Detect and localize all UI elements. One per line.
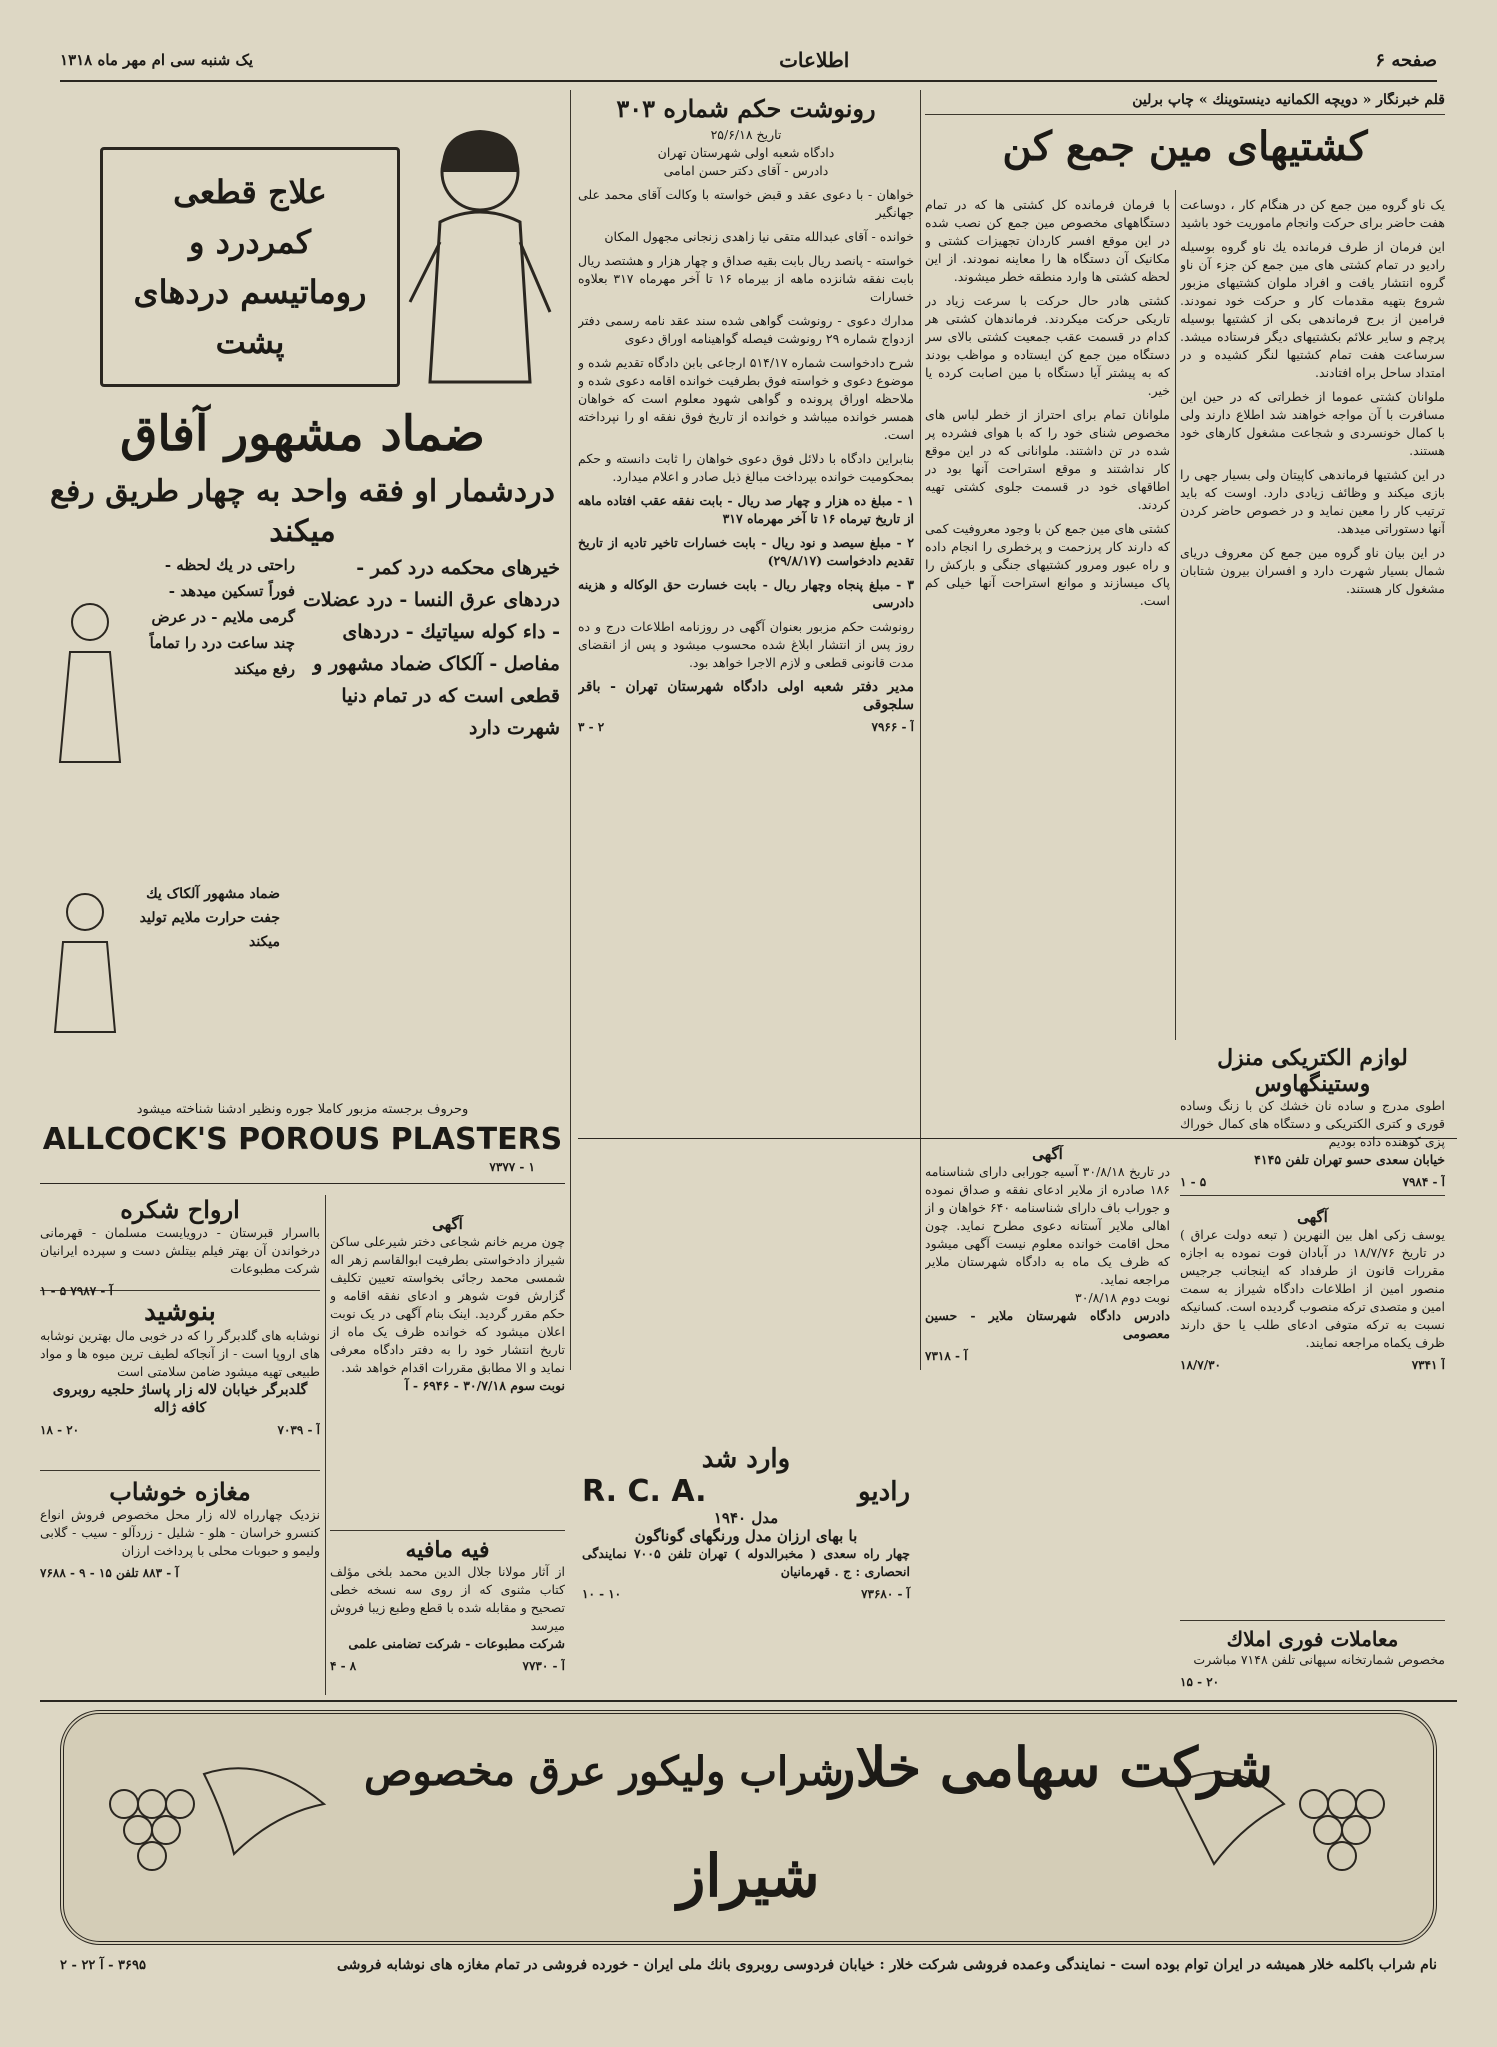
article-paragraph: در این کشتیها فرماندهی کاپیتان ولی بسیار جهی را بازی میکند و وظائف زیادی دارد. اوست که باید ترتیب کار را معین نماید و در خصوص حاضر کردن آنها دستوراتی میدهد. (1180, 467, 1445, 536)
article-byline: قلم خبرنگار « دویچه الکمانیه دینستوینك » چاپ برلین (1132, 92, 1445, 108)
fihi-mafih-title: فیه مافیه (405, 1537, 490, 1563)
court-notice-date: تاریخ ۲۵/۶/۱۸ (710, 127, 782, 142)
notice-ghazvin-title: آگهی (432, 1215, 463, 1233)
lead-article-column-1 (1180, 196, 1445, 1036)
lead-article-column-2 (925, 196, 1170, 1036)
ad-benoshid-code2: ۱۸ - ۲۰ (40, 1423, 80, 1437)
radio-body: با بهای ارزان مدل ورنگهای گوناگون (634, 1527, 858, 1545)
notice-ghazvin-body: چون مریم خانم شجاعی دختر شیرعلی ساکن شیراز دادخواستی بطرفیت ابوالقاسم زهر اله شمسی محمد رجائی بخواسته تعیین تکلیف گزارش فوت شوهر و ادعای نفقه اقامه و حکم مقرر گردید. اینک بنام آگهی در یک نوبت اعلان میشود که خوانده ظرف یک ماه از تاریخ انتشار خود را به دفتر دادگاه معرفی نماید و الا مطابق مقررات اقدام خواهد شد. (330, 1234, 565, 1375)
notice-malayer-footer: دادرس دادگاه شهرستان ملایر - حسین معصومی (925, 1308, 1170, 1341)
court-paragraph: ۱ - مبلغ ده هزار و چهار صد ریال - بابت نفقه عقب افتاده ماهه از تاریخ تیرماه ۱۶ تا آخر مهرماه ۳۱۷ (578, 493, 914, 526)
court-notice-title: رونوشت حکم شماره ۳۰۳ (616, 94, 876, 123)
ad-arvah-title: ارواح شکره (120, 1195, 240, 1224)
article-paragraph: کشتی هادر حال حرکت با سرعت زیاد در تاریکی حرکت میکردند. فرماندهان کشتی هر کدام در قسمت عقب جمعیت کشتی بالای سر دستگاه مین جمع کن ایستاده و مواظب بودند که به پیشتر آیا دستگاه با مین اصابت کرده یا خیر. (925, 293, 1170, 398)
small-ads-left (40, 1195, 320, 1695)
article-paragraph: یک ناو گروه مین جمع کن در هنگام کار ، دوساعت هفت حاضر برای حرکت وانجام ماموریت خود باشید (1180, 197, 1445, 230)
lead-article-header (925, 92, 1445, 192)
article-paragraph: ملوانان تمام برای احتراز از خطر لباس های مخصوص شنای خود را که با هوای فشرده پر شده در تن داشتند. ملوانانی که در این موقع کار نداشتند و موقع استراحت آنها بود در اطاقهای خود در قسمت جلوی کشتی تهیه کردند. (925, 407, 1170, 512)
issue-date: یک شنبه سی ام مهر ماه ۱۳۱۸ (60, 51, 254, 69)
ad-electric (1180, 1045, 1445, 1196)
article-paragraph: در این بیان ناو گروه مین جمع کن معروف دریای شمال بسیار شهرت دارد و افسران بیرون شتابان مشغول کار هستند. (1180, 545, 1445, 596)
court-paragraph: مدارك دعوی - رونوشت گواهی شده سند عقد نامه رسمی دفتر ازدواج شماره ۲۹ رونوشت فیصله گواهینامه اوراق دعوی (578, 313, 914, 346)
notice-ghazvin-footer: نوبت سوم ۳۰/۷/۱۸ - ۶۹۴۶ - آ (405, 1378, 565, 1393)
electric-address: خیابان سعدی حسو تهران تلفن ۴۱۴۵ (1254, 1152, 1445, 1167)
column-rule (1175, 190, 1176, 1040)
page-number: صفحه ۶ (1375, 49, 1437, 71)
electric-body: اطوی مدرج و ساده نان خشك کن با زنگ وساده قوری و کتری الکتریکی و دستگاه های کمال خوراك پزی کوهنده داده بودیم (1180, 1098, 1445, 1149)
article-paragraph: این فرمان از طرف فرمانده یك ناو گروه بوسیله رادیو در تمام کشتی های مین جمع کن جزء آن ناو گروه انتشار یافت و افراد ملوان کشتیهای مزبور شروع بتهیه مقدمات کار و حرکت خود نمودند. فرامین از برج فرماندهی بکی از کشتیها بوسیله پرچم و سایر علائم بکشتیهای دیگر فرستاده میشد. سرساعت هفت تمام کشتیها لنگر کشیده و در امتداد ساحل براه افتادند. (1180, 239, 1445, 380)
radio-brand: R. C. A. (582, 1474, 707, 1509)
wine-sub: شراب ولیکور عرق مخصوص (364, 1748, 844, 1795)
radio-code: ۷۳۶۸۰ - آ (861, 1587, 910, 1601)
yusef-title: آگهی (1297, 1208, 1328, 1226)
ad-benoshid-body: نوشابه های گلدبرگر را که در خوبی مال بهترین نوشابه های اروپا است - از آنجاکه لطیف ترین میوه ها و مواد طبیعی تهیه میشود ضامن سلامتی است (40, 1328, 320, 1379)
ad-benoshid-title: بنوشید (144, 1297, 216, 1327)
ad-shop-body: نزدیک چهارراه لاله زار محل مخصوص فروش انواع کنسرو خراسان - هلو - شلیل - زردآلو - سیب - گلابی ولیمو و حبوبات محلی با پرداخت ارزان (40, 1507, 320, 1558)
ad-arvah (40, 1195, 320, 1298)
ad-benoshid-address: گلدبرگر خیابان لاله زار پاساژ حلجیه روبروی کافه ژاله (52, 1382, 308, 1416)
court-paragraph: خواهان - با دعوی عقد و قبض خواسته با وکالت آقای محمد علی جهانگیر (578, 187, 914, 220)
wine-headline: شرکت سهامی خلار (829, 1735, 1273, 1799)
ad-banner-text: علاج قطعی کمردرد و روماتیسم دردهای پشت (133, 173, 367, 361)
ad-radio (578, 1140, 914, 1695)
radio-type: رادیو (857, 1476, 910, 1507)
ad-footer: وحروف برجسته مزبور کاملا جوره ونظیر ادشنا شناخته میشود (136, 1102, 469, 1117)
ad-arvah-body: بااسرار قبرستان - درویایست مسلمان - قهرمانی درخواندن آن بهتر فیلم بیتلش دست و سپرده ایرانیان شرکت مطبوعات (40, 1225, 320, 1276)
ad-sticker-note: ضماد مشهور آلکاک یك جفت حرارت ملایم تولید میکند (139, 886, 280, 950)
article-title: کشتیهای مین جمع کن (1002, 123, 1368, 170)
radio-model: مدل ۱۹۴۰ (713, 1509, 779, 1527)
court-code-2: ۳ - ۲ (578, 720, 605, 734)
wine-code: ۳۶۹۵ - آ (99, 1957, 146, 1973)
court-paragraph: بنابراین دادگاه با دلائل فوق دعوی خواهان را ثابت دانسته و حکم بمحکومیت خوانده بپرداخت مبالغ ذیل صادر و اعلام میدارد. (578, 451, 914, 484)
man-illustration (45, 882, 125, 1042)
article-paragraph: کشتی های مین جمع کن با وجود معروفیت کمی که دارند کار پرزحمت و پرخطری را انجام داده و راه عبور ومرور کشتیهای جنگی و بارکش را پاک میسازند و موانع استراحت آنها خیلی کم است. (925, 521, 1170, 608)
column-rule (920, 90, 921, 1370)
notice-malayer-title: آگهی (1032, 1145, 1063, 1163)
plaster-advertisement (40, 92, 565, 1177)
figure-illustration (45, 592, 135, 772)
ad-notice-malayer (925, 1145, 1170, 1435)
radio-address: چهار راه سعدی ( مخبرالدوله ) تهران تلفن ۷۰۰۵ نمایندگی انحصاری : ج . قهرمانیان (582, 1546, 910, 1579)
amlak-body: مخصوص شمارتخانه سپهانی تلفن ۷۱۴۸ مباشرت (1193, 1652, 1445, 1667)
wine-code-2: ۲۲ - ۲ (60, 1957, 96, 1973)
ad-notice-ghazvin (330, 1215, 565, 1531)
article-paragraph: با فرمان فرمانده کل کشتی ها که در تمام دستگاههای مخصوص مین جمع کن نصب شده در این موقع افسر کاردان تجهیزات کشتی و مکانیک آن دستگاه ها را معاینه نمودند. از این لحظه کشتی ها وارد منطقه خطر میشوند. (925, 197, 1170, 284)
ad-shop (40, 1471, 320, 1580)
plaster-code: ۱ - ۷۳۷۷ (489, 1160, 535, 1174)
ad-headline: ضماد مشهور آفاق (120, 406, 485, 462)
judge-name: دادرس - آقای دکتر حسن امامی (663, 163, 829, 178)
ad-shop-code: ۷۶۸۸ - آ - ۸۸۳ تلفن ۱۵ - ۹ (40, 1566, 179, 1580)
court-code: ۷۹۶۶ - آ (871, 720, 914, 734)
court-paragraph: ۳ - مبلغ پنجاه وچهار ریال - بابت خسارت حق الوکاله و هزینه دادرسی (578, 577, 914, 610)
electric-subtitle: وستینگهاوس (1254, 1071, 1371, 1097)
notice-malayer-body: در تاریخ ۳۰/۸/۱۸ آسیه جورابی دارای شناسنامه ۱۸۶ صادره از ملایر ادعای نفقه و صداق نموده و جوراب باف دارای شناسنامه ۶۴۰ خواهان و از اهالی ملایر آستانه دعوی مطرح نماید. چون محل اقامت خوانده معلوم نیست آگهی میشود که ظرف یک ماه به دادگاه شهرستان ملایر مراجعه نماید. (925, 1164, 1170, 1287)
radio-title: وارد شد (701, 1444, 791, 1474)
court-notice (578, 92, 914, 1137)
court-paragraph: خوانده - آقای عبدالله متقی نیا زاهدی زنجانی مجهول المکان (604, 229, 914, 244)
ad-banner-box (100, 147, 400, 387)
wine-footer-bar (60, 1950, 1437, 1980)
court-paragraph: خواسته - پانصد ریال بابت بقیه صداق و چهار هزار و هشتصد ریال بابت نفقه شانزده ماهه از بیرماه ۱۶ تا آخر مهرماه ۳۱۷ بعلاوه خسارات (578, 253, 914, 304)
yusef-code2: ۱۸/۷/۳۰ (1180, 1358, 1221, 1372)
court-signature: مدیر دفتر شعبه اولی دادگاه شهرستان تهران - باقر سلجوقی (578, 679, 914, 713)
fihi-mafih-body: از آثار مولانا جلال الدین محمد بلخی مؤلف کتاب مثنوی که از روی سه نسخه خطی تصحیح و مقابله شده با قطع وطبع زیبا فروش میرسد (330, 1564, 565, 1633)
radio-code2: ۱۰ - ۱۰ (582, 1587, 622, 1601)
amlak-code: ۱۵ - ۲۰ (1180, 1675, 1220, 1689)
ad-subheadline: دردشمار او فقه واحد به چهار طریق رفع میکند (50, 474, 555, 549)
ad-body-right: خیرهای محکمه درد کمر - دردهای عرق النسا - درد عضلات - داء کوله سیاتیك - دردهای مفاصل - آلکاک ضماد مشهور و قطعی است که در تمام دنیا شهرت دارد (303, 557, 560, 739)
yusef-body: یوسف زکی اهل بین النهرین ( تبعه دولت عراق ) در تاریخ ۱۸/۷/۷۶ در آبادان فوت نموده به اجازه مقررات قانون از طرفداد که اینجانب جرجیس منصور امین از اطلاعات دادگاه شیراز به سمت امین و متصدی ترکه منصوب گردیده است. کسانیکه نسبت به ترکه متوفی ادعای طلب یا حق دارند ظرف یکماه مراجعه نمایند. (1180, 1227, 1445, 1350)
column-rule (570, 90, 571, 1370)
wine-city: شیراز (677, 1842, 820, 1910)
court-paragraph: رونوشت حکم مزبور بعنوان آگهی در روزنامه اطلاعات درج و ده روز پس از انتشار ابلاغ شده محسوب میشود و پس از انقضای مدت قانونی قطعی و لازم الاجرا خواهد بود. (578, 619, 914, 670)
electric-code2: ۱ - ۵ (1180, 1175, 1207, 1189)
yusef-code: ۷۳۴۱ آ (1411, 1358, 1445, 1372)
ad-yusef (1180, 1196, 1445, 1621)
plaster-brand: ALLCOCK'S POROUS PLASTERS (42, 1122, 563, 1157)
column-rule (325, 1195, 326, 1695)
section-divider (40, 1183, 565, 1184)
notice-malayer-date: نوبت دوم ۳۰/۸/۱۸ (1075, 1290, 1170, 1305)
small-ads-center (330, 1215, 565, 1695)
woman-illustration (400, 112, 560, 392)
court-paragraph: ۲ - مبلغ سیصد و نود ریال - بابت خسارات تاخیر تادیه از تاریخ تقدیم دادخواست (۲۹/۸/۱۷) (578, 535, 914, 568)
ad-arvah-code: ۱ - ۵ ۷۹۸۷ - آ (40, 1284, 113, 1298)
small-ads-right (1180, 1045, 1445, 1695)
electric-title: لوازم الکتریکی منزل (1217, 1045, 1408, 1071)
ad-body-left: راحتی در یك لحظه - فوراً تسکین میدهد - گرمی ملایم - در عرض چند ساعت درد را تماماً رفع میکند (149, 556, 295, 678)
article-paragraph: ملوانان کشتی عموما از خطراتی که در حین این مسافرت با آن مواجه خواهند شد اطلاع دارند ولی با کمال خونسردی و شجاعت مشغول کارهای خود هستند. (1180, 389, 1445, 458)
radio-box (578, 1440, 914, 1690)
ad-benoshid (40, 1291, 320, 1471)
wine-footer: نام شراب باکلمه خلار همیشه در ایران توام بوده است - نمایندگی وعمده فروشی شرکت خلار : خیابان فردوسی روبروی بانك ملی ایران - خورده فروشی در تمام مغازه های نوشابه فروشی (337, 1957, 1437, 1973)
amlak-title: معاملات فوری املاك (1226, 1627, 1399, 1651)
fihi-mafih-code: ۷۷۳۰ - آ (522, 1659, 565, 1673)
ad-benoshid-code: ۷۰۳۹ - آ (277, 1423, 320, 1437)
wine-advertisement (60, 1710, 1437, 1945)
court-name: دادگاه شعبه اولی شهرستان تهران (657, 145, 835, 160)
ad-fihi-mafih (330, 1531, 565, 1673)
ad-shop-title: مغازه خوشاب (109, 1477, 251, 1506)
court-paragraph: شرح دادخواست شماره ۵۱۴/۱۷ ارجاعی بابن دادگاه تقدیم شده و موضوع دعوی و خواسته فوق بطرفیت خوانده اقامه دعوی شده و ملاحظه اوراق پرونده و گواهی شهود معلوم است که خواهان همسر خوانده میباشد و خوانده از تاریخ فوق نفقه او را نپرداخته است. (578, 355, 914, 442)
section-divider (40, 1700, 1457, 1702)
fihi-mafih-publisher: شرکت مطبوعات - شرکت تضامنی علمی (348, 1636, 565, 1651)
paper-name: اطلاعات (779, 48, 850, 72)
page-header (60, 40, 1437, 82)
ad-amlak (1180, 1621, 1445, 1689)
fihi-mafih-code2: ۴ - ۸ (330, 1659, 357, 1673)
electric-code: ۷۹۸۴ - آ (1402, 1175, 1445, 1189)
notice-malayer-code: ۷۳۱۸ - آ (925, 1349, 968, 1363)
